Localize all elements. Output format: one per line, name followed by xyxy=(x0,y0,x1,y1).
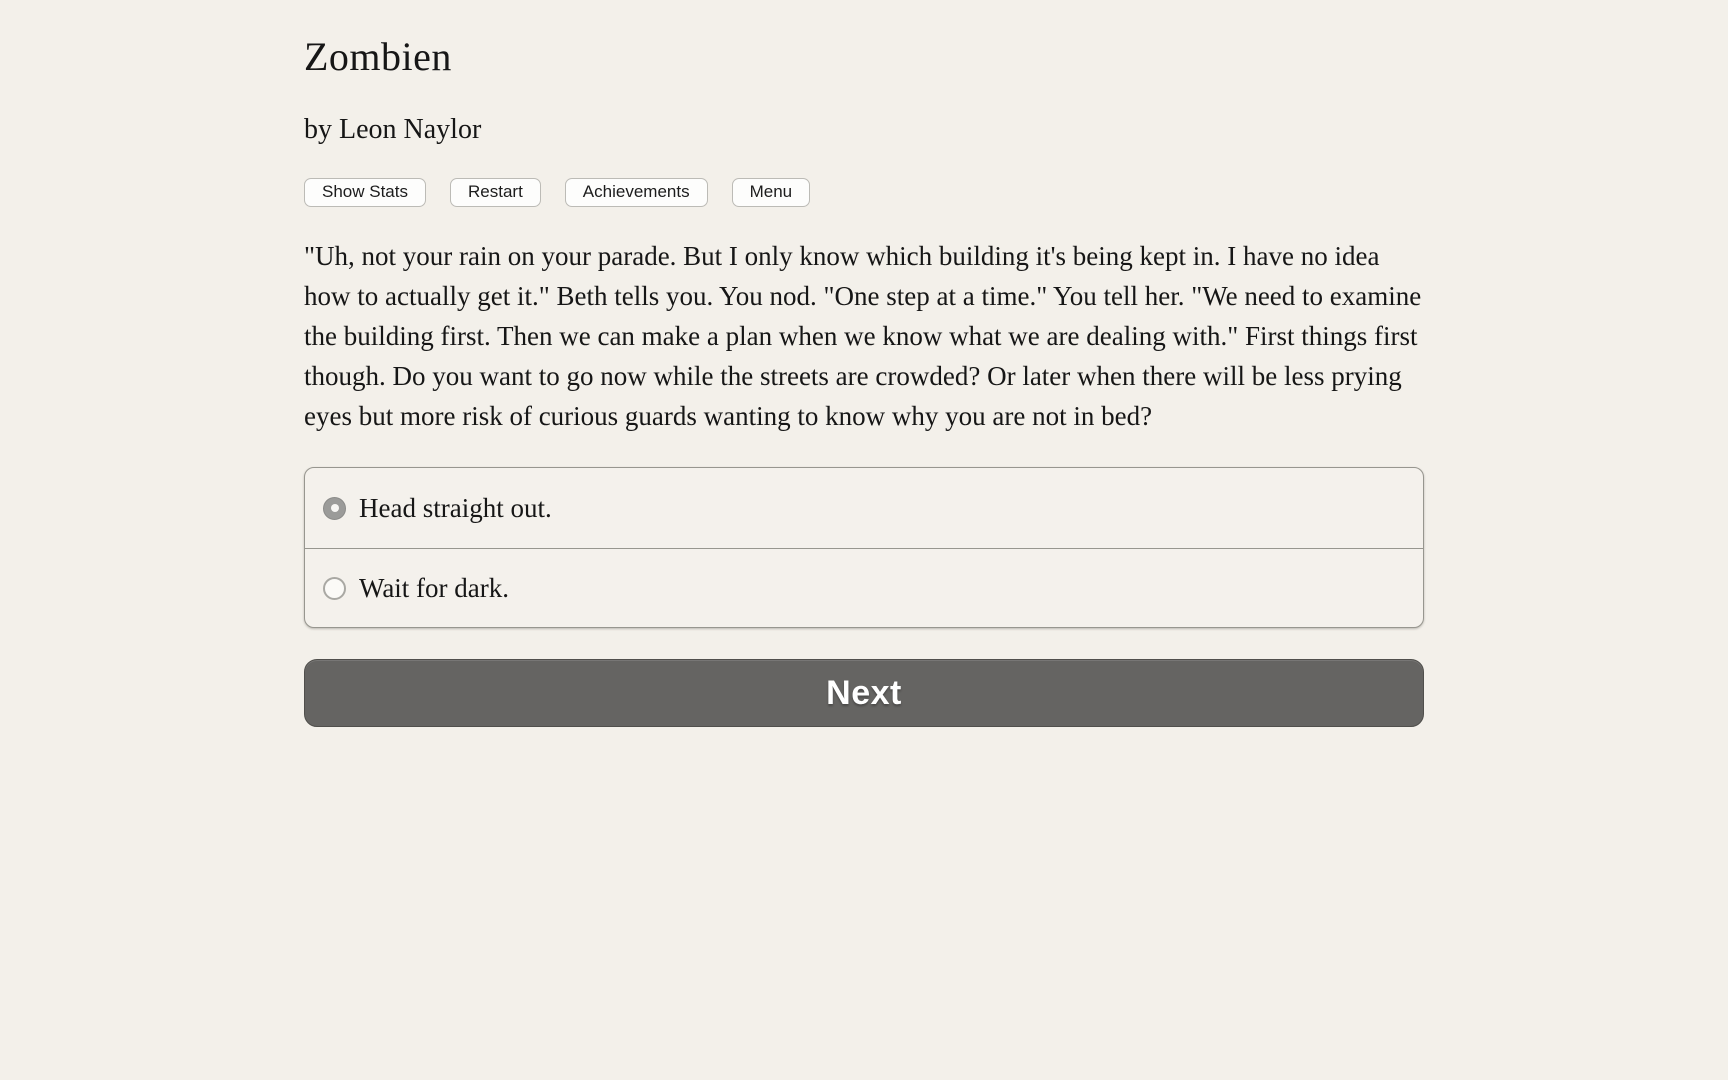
toolbar xyxy=(304,178,1424,207)
choice-label: Wait for dark. xyxy=(359,573,510,603)
menu-button[interactable]: Menu xyxy=(732,178,811,207)
achievements-button[interactable]: Achievements xyxy=(565,178,708,207)
choice-option-wait-for-dark[interactable] xyxy=(305,548,1423,627)
game-title: Zombien xyxy=(304,34,452,79)
story-paragraph: "Uh, not your rain on your parade. But I only know which building it's being kept in. I have no idea how to actually get it." Beth tells you. You nod. "One step at a time." You tell her. "We need to examine the building first. Then we can make a plan when we know what we are dealing with." First things first though. Do you want to go now while the streets are crowded? Or later when there will be less prying eyes but more risk of curious guards wanting to know why you are not in bed? xyxy=(304,241,1422,431)
choice-label: Head straight out. xyxy=(359,493,552,523)
radio-selected-icon[interactable] xyxy=(323,497,346,520)
choice-option-head-straight-out[interactable] xyxy=(305,468,1423,548)
next-button[interactable]: Next xyxy=(304,659,1424,727)
show-stats-button[interactable]: Show Stats xyxy=(304,178,426,207)
content-column xyxy=(304,34,1424,727)
choice-group xyxy=(304,467,1424,628)
radio-unselected-icon[interactable] xyxy=(323,577,346,600)
author-byline: by Leon Naylor xyxy=(304,114,482,145)
restart-button[interactable]: Restart xyxy=(450,178,541,207)
